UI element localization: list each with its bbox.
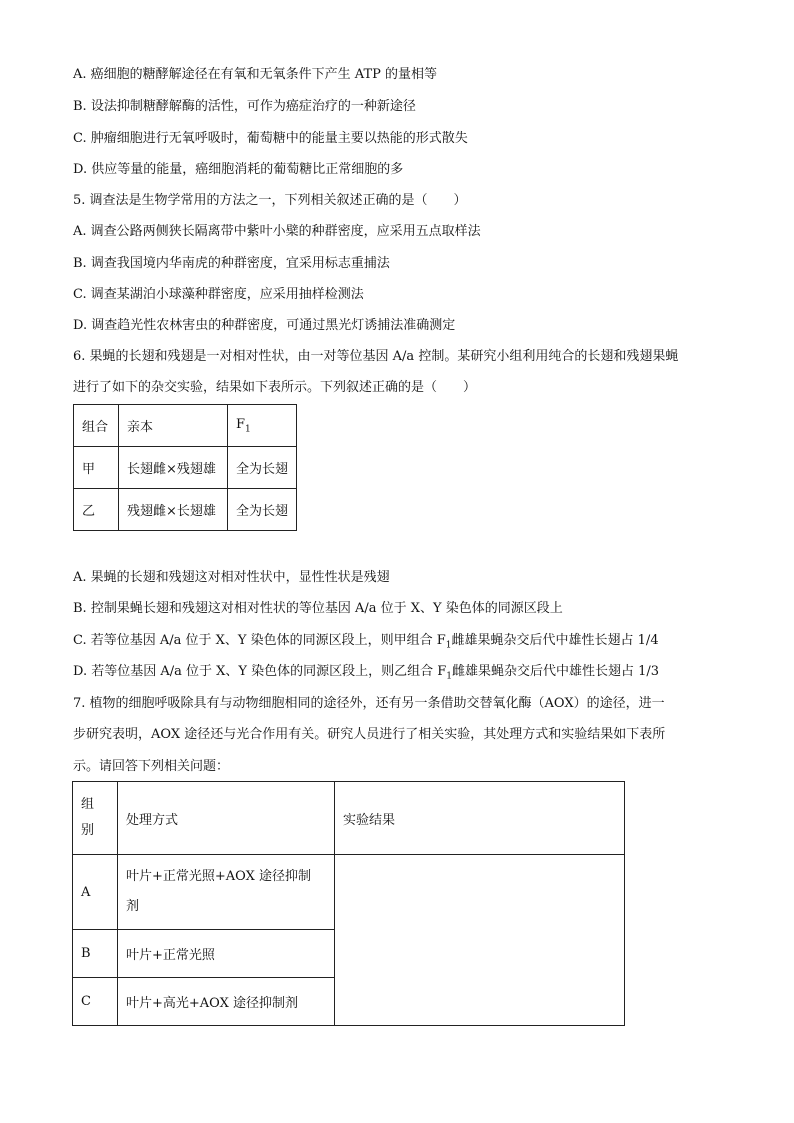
q6-header-parents: 亲本 <box>119 405 228 447</box>
q7-stem-line2: 步研究表明，AOX 途径还与光合作用有关。研究人员进行了相关实验，其处理方式和实验结果如下表所 <box>73 727 666 742</box>
q4-option-b: B. 设法抑制糖酵解酶的活性，可作为癌症治疗的一种新途径 <box>73 99 416 114</box>
table-row <box>73 855 625 930</box>
q5-stem: 5. 调查法是生物学常用的方法之一，下列相关叙述正确的是（ ） <box>73 193 467 208</box>
table-row <box>74 447 297 489</box>
q7-header-result: 实验结果 <box>335 782 625 855</box>
q7-row-method: 叶片+正常光照+AOX 途径抑制 剂 <box>118 855 335 930</box>
q7-row-method: 叶片+高光+AOX 途径抑制剂 <box>118 978 335 1026</box>
q4-option-c: C. 肿瘤细胞进行无氧呼吸时，葡萄糖中的能量主要以热能的形式散失 <box>73 131 468 146</box>
q6-row-parents: 长翅雌×残翅雄 <box>119 447 228 489</box>
q6-row-f1: 全为长翅 <box>228 447 297 489</box>
table-row <box>74 489 297 531</box>
q7-row-group: A <box>73 855 118 930</box>
q6-header-f1: $F_1$ <box>228 405 297 447</box>
q7-stem-line3: 示。请回答下列相关问题： <box>73 759 230 774</box>
q5-option-a: A. 调查公路两侧狭长隔离带中紫叶小檗的种群密度，应采用五点取样法 <box>73 224 481 239</box>
q5-option-d: D. 调查趋光性农林害虫的种群密度，可通过黑光灯诱捕法准确测定 <box>73 318 456 333</box>
q7-stem-line1: 7. 植物的细胞呼吸除具有与动物细胞相同的途径外，还有另一条借助交替氧化酶（AOX）的途径，进一 <box>73 696 665 711</box>
q6-cross-table <box>73 404 297 531</box>
q6-option-b: B. 控制果蝇长翅和残翅这对相对性状的等位基因 A/a 位于 X、Y 染色体的同源区段上 <box>73 601 563 616</box>
q6-row-combo: 乙 <box>74 489 119 531</box>
q7-result-blank-cell <box>335 855 625 1026</box>
q6-stem-line2: 进行了如下的杂交实验，结果如下表所示。下列叙述正确的是（ ） <box>73 380 477 395</box>
q6-option-c: C. 若等位基因 A/a 位于 X、Y 染色体的同源区段上，则甲组合 $F_1$雌雄果蝇杂交后代中雄性长翅占 1/4 <box>73 633 659 651</box>
q6-row-f1: 全为长翅 <box>228 489 297 531</box>
q7-header-method: 处理方式 <box>118 782 335 855</box>
q5-option-c: C. 调查某湖泊小球藻种群密度，应采用抽样检测法 <box>73 287 364 302</box>
q7-row-method: 叶片+正常光照 <box>118 930 335 978</box>
q6-option-a: A. 果蝇的长翅和残翅这对相对性状中，显性性状是残翅 <box>73 570 390 585</box>
q6-row-combo: 甲 <box>74 447 119 489</box>
q7-row-group: C <box>73 978 118 1026</box>
q7-header-group: 组 别 <box>73 782 118 855</box>
q4-option-d: D. 供应等量的能量，癌细胞消耗的葡萄糖比正常细胞的多 <box>73 162 404 177</box>
q6-option-d: D. 若等位基因 A/a 位于 X、Y 染色体的同源区段上，则乙组合 $F_1$雌雄果蝇杂交后代中雄性长翅占 1/3 <box>73 664 660 682</box>
q7-row-group: B <box>73 930 118 978</box>
q4-option-a: A. 癌细胞的糖酵解途径在有氧和无氧条件下产生 ATP 的量相等 <box>73 67 438 82</box>
q5-option-b: B. 调查我国境内华南虎的种群密度，宜采用标志重捕法 <box>73 256 390 271</box>
q6-header-combo: 组合 <box>74 405 119 447</box>
q6-row-parents: 残翅雌×长翅雄 <box>119 489 228 531</box>
q7-experiment-table <box>72 781 625 1026</box>
q6-stem-line1: 6. 果蝇的长翅和残翅是一对相对性状，由一对等位基因 A/a 控制。某研究小组利用纯合的长翅和残翅果蝇 <box>73 349 679 364</box>
